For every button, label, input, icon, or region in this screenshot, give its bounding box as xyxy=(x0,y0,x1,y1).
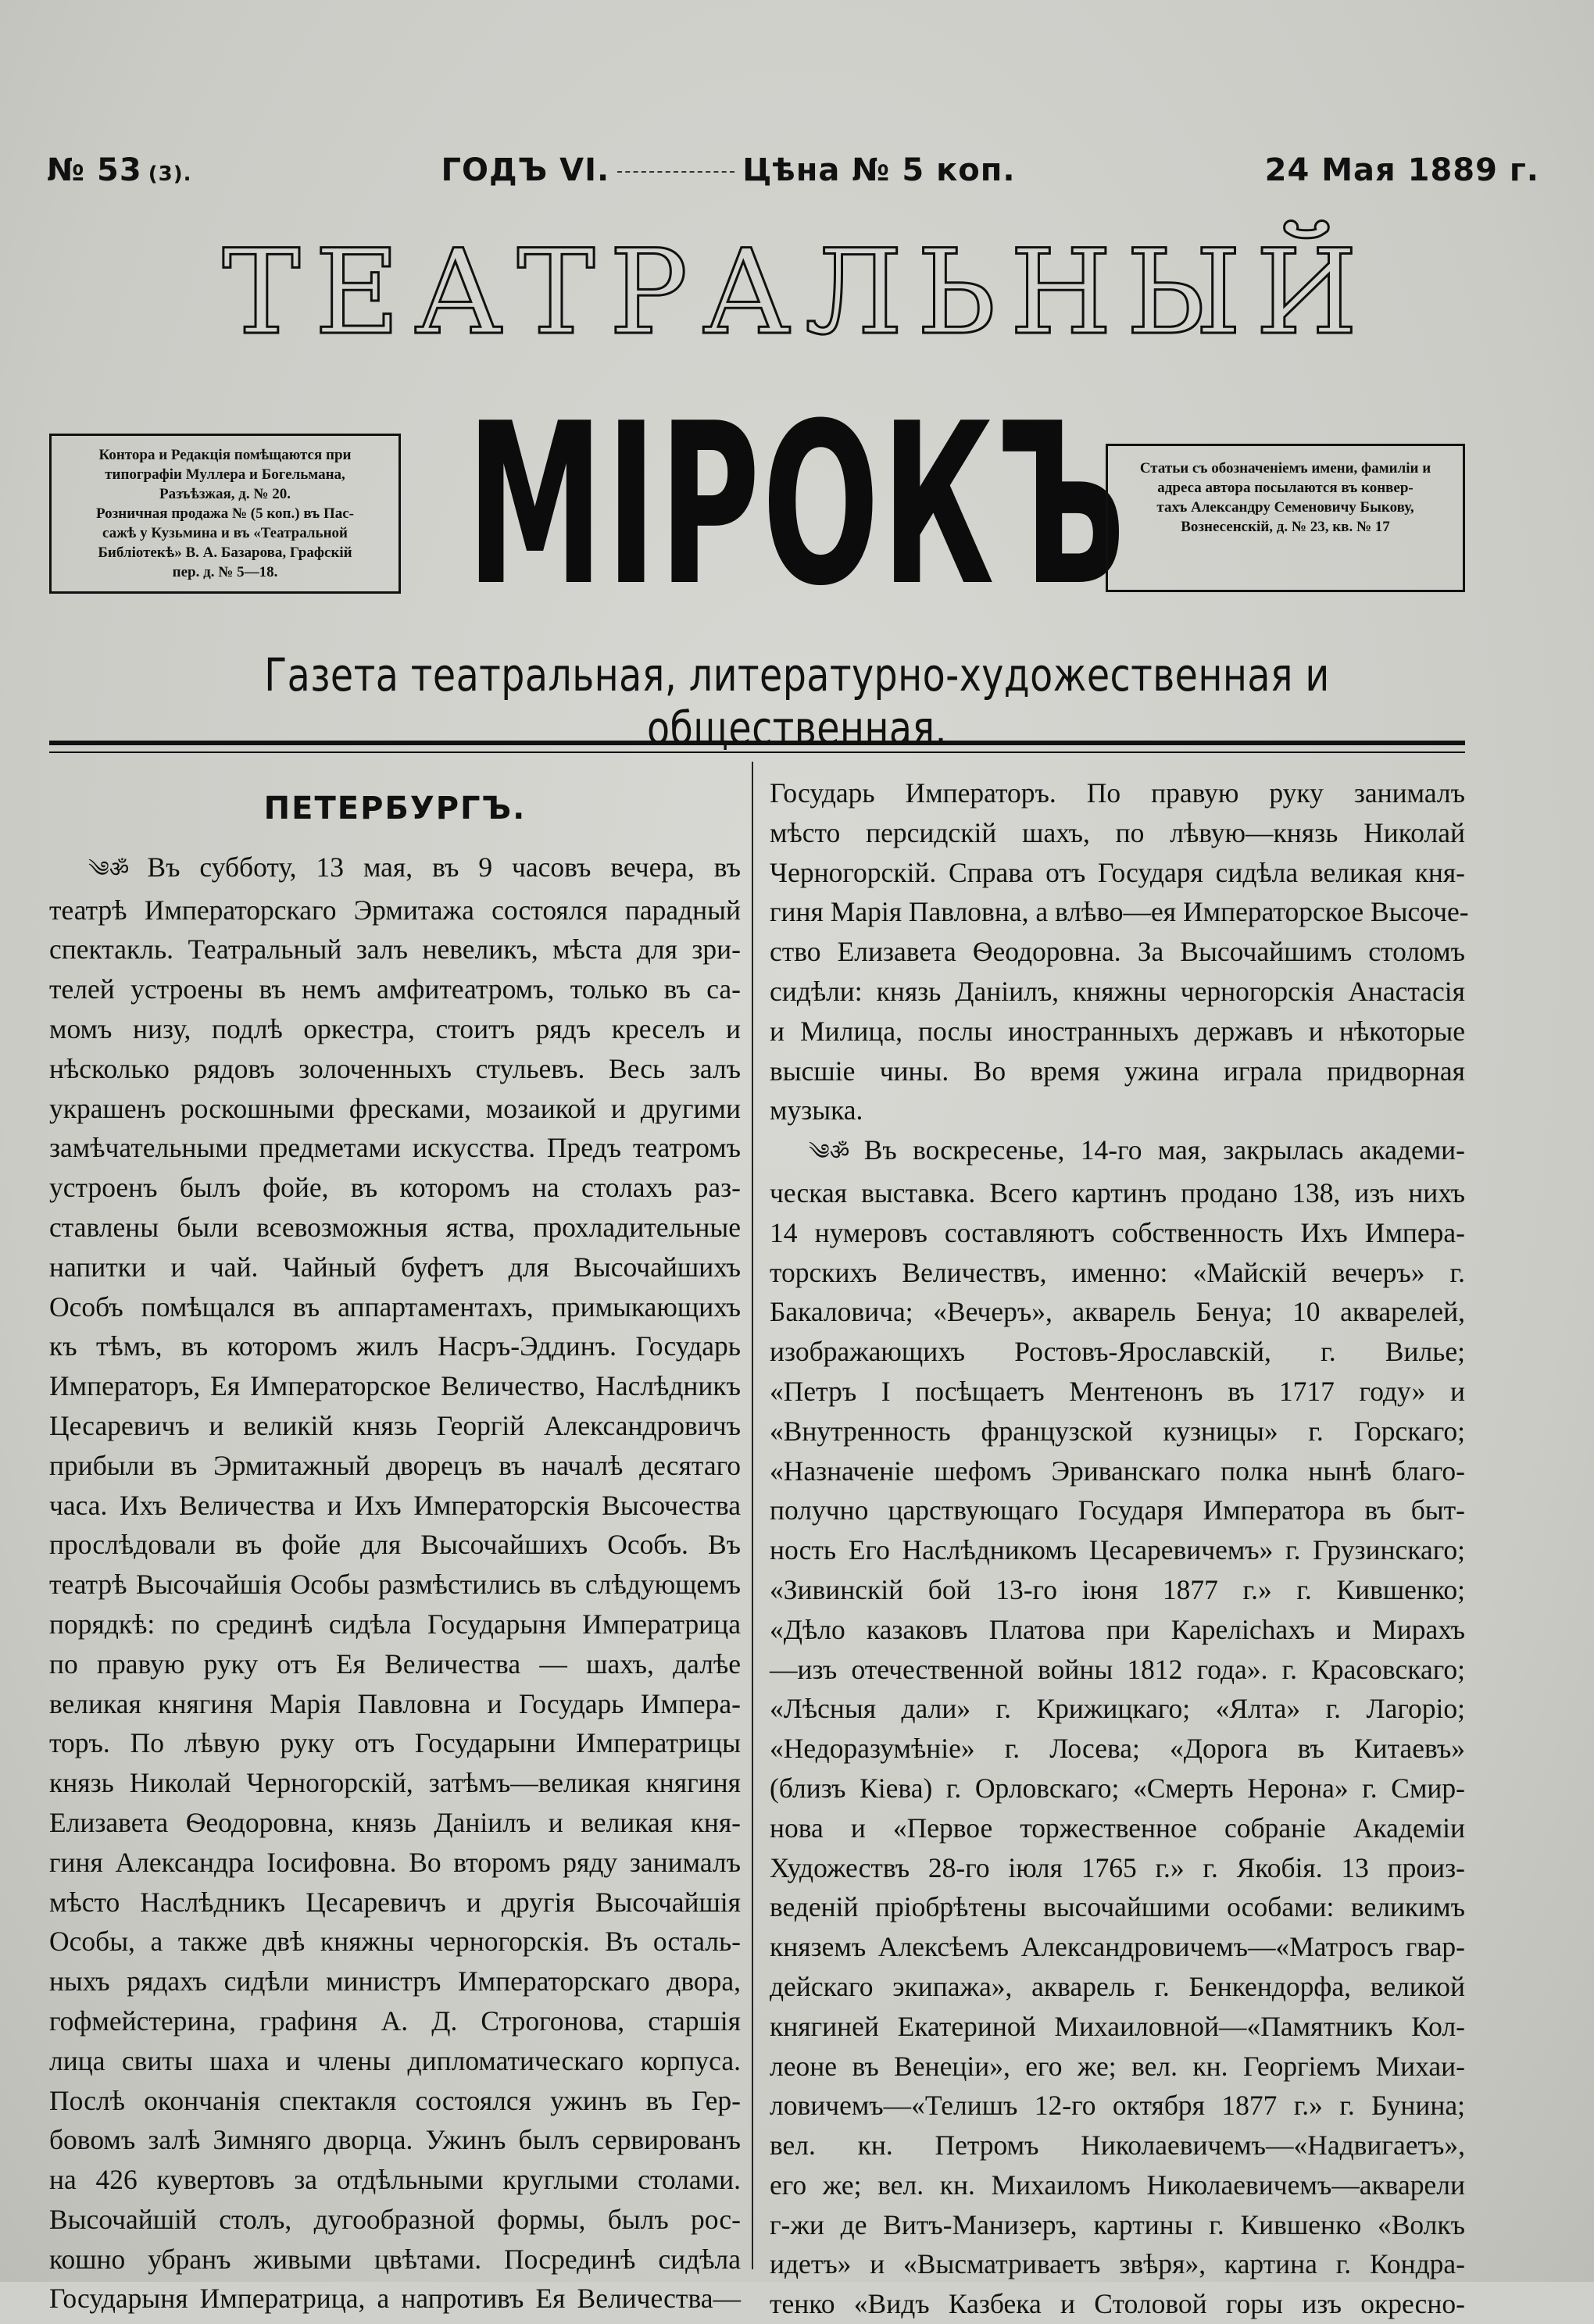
text-line: гиня Александра Іосифовна. Во второмъ ряду занималъ xyxy=(49,1846,741,1878)
newspaper-subtitle: Газета театральная, литературно-художественная и общественная. xyxy=(264,648,1330,755)
text-line: «Петръ I посѣщаетъ Ментенонъ въ 1717 году» и xyxy=(770,1375,1465,1407)
text-line: ༄ॐ Въ воскресенье, 14-го мая, закрылась академи- xyxy=(809,1134,1466,1166)
text-line: Императоръ, Ея Императорское Величество, Наслѣдникъ xyxy=(49,1370,741,1402)
text-line: княгиней Екатериной Михаиловной—«Памятникъ Кол- xyxy=(770,2010,1465,2042)
text-line: «Внутренность французской кузницы» г. Горскаго; xyxy=(770,1415,1465,1447)
text-line: устроенъ былъ фойе, въ которомъ на столахъ раз- xyxy=(49,1172,741,1204)
ornament-icon: ༄ॐ xyxy=(88,857,148,882)
year-price xyxy=(441,152,1016,188)
office-line: сажѣ у Кузьмина и въ «Театральной xyxy=(102,525,348,542)
ornament-icon: ༄ॐ xyxy=(809,1141,864,1166)
text-line: Послѣ окончанія спектакля состоялся ужинъ въ Гер- xyxy=(49,2084,741,2116)
text-line: ставлены были всевозможныя яства, прохладительные xyxy=(49,1211,741,1243)
divider-squiggle xyxy=(617,171,734,173)
issue-number: № 53 (3). xyxy=(47,152,192,188)
office-line: Разъѣзжая, д. № 20. xyxy=(159,486,291,503)
text-line: высшіе чины. Во время ужина играла придворная xyxy=(770,1055,1465,1087)
text-line: Особъ помѣщался въ аппартаментахъ, примыкающихъ xyxy=(49,1291,741,1323)
text-line: княземъ Алексѣемъ Александровичемъ—«Матросъ гвар- xyxy=(770,1931,1465,1963)
text-line: «Дѣло казаковъ Платова при Карелichахъ и Мирахъ xyxy=(770,1613,1465,1645)
text-line: лица свиты шаха и члены дипломатическаго корпуса. xyxy=(49,2044,741,2076)
text-line: «Лѣсныя дали» г. Крижицкаго; «Ялта» г. Лагоріо; xyxy=(770,1693,1465,1725)
text-line: Черногорскій. Справа отъ Государя сидѣла великая кня- xyxy=(770,856,1465,888)
office-line: типографіи Муллера и Богельмана, xyxy=(105,466,345,484)
office-info-box xyxy=(49,434,401,594)
masthead-topline xyxy=(47,152,1539,191)
text-line: мѣсто Наслѣдникъ Цесаревичъ и другія Высочайшія xyxy=(49,1886,741,1918)
text-line: музыка. xyxy=(770,1094,863,1126)
article-heading: ПЕТЕРБУРГЪ. xyxy=(263,791,527,826)
title-line-1: ТЕАТРАЛЬНЫЙ xyxy=(222,225,1372,361)
office-line: Контора и Редакція помѣщаются при xyxy=(98,447,352,463)
text-line: Особы, а также двѣ княжны черногорскія. Въ осталь- xyxy=(49,1926,741,1958)
text-line: «Зивинскій бой 13-го іюня 1877 г.» г. Кившенко; xyxy=(770,1573,1465,1605)
text-line: г-жи де Витъ-Манизеръ, картины г. Кившенко «Волкъ xyxy=(770,2208,1465,2240)
text-line: порядкѣ: по срединѣ сидѣла Государыня Императрица xyxy=(49,1608,741,1640)
text-line: ловичемъ—«Телишъ 12-го октября 1877 г.» г. Бунина; xyxy=(770,2090,1465,2122)
text-line: къ тѣмъ, въ которомъ жилъ Насръ-Эддинъ. Государь xyxy=(49,1330,741,1362)
office-line: пер. д. № 5—18. xyxy=(172,564,278,581)
submission-info-box xyxy=(1106,444,1465,592)
text-line: ность Его Наслѣдникомъ Цесаревичемъ» г. Грузинскаго; xyxy=(770,1534,1465,1566)
text-line: «Назначеніе шефомъ Эриванскаго полка нынѣ благо- xyxy=(770,1455,1465,1487)
text-line: нѣсколько рядовъ золоченныхъ стульевъ. Весь залъ xyxy=(49,1052,741,1084)
text-line: идетъ» и «Высматриваетъ звѣря», картина г. Кондра- xyxy=(770,2248,1465,2280)
text-line: 14 нумеровъ составляютъ собственность Ихъ Импера- xyxy=(770,1216,1465,1248)
text-line: ство Елизавета Ѳеодоровна. За Высочайшимъ столомъ xyxy=(770,936,1465,968)
text-line: (близъ Кіева) г. Орловскаго; «Смерть Нерона» г. Смир- xyxy=(770,1772,1465,1804)
text-line: тенко «Видъ Казбека и Столовой горы изъ окресно- xyxy=(770,2288,1465,2320)
submission-line: адреса автора посылаются въ конвер- xyxy=(1157,480,1414,497)
submission-line: Вознесенскій, д. № 23, кв. № 17 xyxy=(1181,519,1390,536)
text-line: торскихъ Величествъ, именно: «Майскій вечеръ» г. xyxy=(770,1256,1465,1288)
text-line: Бакаловича; «Вечеръ», акварель Бенуа; 10 акварелей, xyxy=(770,1296,1465,1328)
masthead-rule-thin xyxy=(49,751,1465,753)
text-line: Государыня Императрица, а напротивъ Ея Величества— xyxy=(49,2283,741,2315)
text-line: мѣсто персидскій шахъ, по лѣвую—князь Николай xyxy=(770,816,1465,848)
text-line: торъ. По лѣвую руку отъ Государыни Императрицы xyxy=(49,1727,741,1759)
text-line: ныхъ рядахъ сидѣли министръ Императорскаго двора, xyxy=(49,1965,741,1997)
text-line: Государь Императоръ. По правую руку занималъ xyxy=(770,777,1465,809)
text-line: ческая выставка. Всего картинъ продано 138, изъ нихъ xyxy=(770,1176,1465,1208)
text-line: спектакль. Театральный залъ невеликъ, мѣста для зри- xyxy=(49,934,741,966)
text-line: Высочайшій столъ, дугообразной формы, былъ рос- xyxy=(49,2203,741,2235)
text-line: князь Николай Черногорскій, затѣмъ—великая княгиня xyxy=(49,1767,741,1799)
text-line: момъ низу, подлѣ оркестра, стоитъ рядъ креселъ и xyxy=(49,1012,741,1044)
submission-line: тахъ Александру Семеновичу Быкову, xyxy=(1156,499,1414,516)
text-line: прибыли въ Эрмитажный дворецъ въ началѣ десятаго xyxy=(49,1449,741,1481)
text-line: «Недоразумѣніе» г. Лосева; «Дорога въ Китаевъ» xyxy=(770,1733,1465,1765)
office-line: Библіотекѣ» В. А. Базарова, Графскій xyxy=(98,544,352,562)
text-line: изображающихъ Ростовъ-Ярославскій, г. Вилье; xyxy=(770,1336,1465,1368)
text-line: его же; вел. кн. Михаиломъ Николаевичемъ—акварели xyxy=(770,2169,1465,2201)
text-line: Елизавета Ѳеодоровна, князь Даніилъ и великая кня- xyxy=(49,1806,741,1838)
office-line: Розничная продажа № (5 коп.) въ Пас- xyxy=(95,505,354,523)
text-line: гофмейстерина, графиня А. Д. Строгонова, старшія xyxy=(49,2004,741,2037)
title-line-2: МІРОКЪ xyxy=(466,376,1128,635)
price: Цѣна № 5 коп. xyxy=(742,152,1016,188)
text-line: великая княгиня Марія Павловна и Государь Импера- xyxy=(49,1687,741,1719)
text-line: по правую руку отъ Ея Величества — шахъ, далѣе xyxy=(49,1648,741,1680)
text-line: кошно убранъ живыми цвѣтами. Посрединѣ сидѣла xyxy=(49,2243,741,2275)
text-line: дейскаго экипажа», акварель г. Бенкендорфа, великой xyxy=(770,1970,1465,2002)
text-line: веденій пріобрѣтены высочайшими особами: великимъ xyxy=(770,1891,1465,1923)
text-line: получно царствующаго Государя Императора въ быт- xyxy=(770,1494,1465,1526)
text-line: телей устроены въ немъ амфитеатромъ, только въ са- xyxy=(49,973,741,1005)
text-line: гиня Марія Павловна, а влѣво—ея Императорское Высоче- xyxy=(770,896,1469,928)
text-line: бовомъ залѣ Зимняго дворца. Ужинъ былъ сервированъ xyxy=(49,2124,741,2156)
text-line: Цесаревичъ и великій князь Георгій Александровичъ xyxy=(49,1409,741,1441)
issue-date: 24 Мая 1889 г. xyxy=(1264,152,1539,188)
text-line: украшенъ роскошными фресками, мозаикой и другими xyxy=(49,1092,741,1124)
submission-line: Статьи съ обозначеніемъ имени, фамиліи и xyxy=(1139,460,1431,477)
text-line: сидѣли: князь Даніилъ, княжны черногорскія Анастасія xyxy=(770,975,1465,1007)
article-column-right xyxy=(770,773,1469,2324)
article-column-left xyxy=(49,773,741,2319)
text-line: замѣчательными предметами искусства. Предъ театромъ xyxy=(49,1132,741,1164)
text-line: театрѣ Высочайшія Особы размѣстились въ слѣдующемъ xyxy=(49,1569,741,1601)
text-line: леоне въ Венеціи», его же; вел. кн. Георгіемъ Михаи- xyxy=(770,2050,1465,2082)
text-line: напитки и чай. Чайный буфетъ для Высочайшихъ xyxy=(49,1251,741,1283)
text-line: на 426 кувертовъ за отдѣльными круглыми столами. xyxy=(49,2164,741,2196)
text-line: часа. Ихъ Величества и Ихъ Императорскія Высочества xyxy=(49,1489,741,1521)
text-line: —изъ отечественной войны 1812 года». г. Красовскаго; xyxy=(770,1653,1465,1685)
text-line: вел. кн. Петромъ Николаевичемъ—«Надвигаетъ», xyxy=(770,2129,1465,2162)
text-line: прослѣдовали въ фойе для Высочайшихъ Особъ. Въ xyxy=(49,1529,741,1561)
text-line: и Милица, послы иностранныхъ державъ и нѣкоторые xyxy=(770,1015,1465,1047)
column-separator xyxy=(752,762,753,2269)
year: ГОДЪ VI. xyxy=(441,152,610,188)
masthead-rule xyxy=(49,741,1465,745)
text-line: нова и «Первое торжественное собраніе Академіи xyxy=(770,1812,1465,1844)
text-line: Художествъ 28-го іюля 1765 г.» г. Якобія. 13 произ- xyxy=(770,1851,1465,1883)
text-line: театрѣ Императорскаго Эрмитажа состоялся парадный xyxy=(49,894,741,926)
text-line: ༄ॐ Въ субботу, 13 мая, въ 9 часовъ вечера, въ xyxy=(88,851,741,883)
